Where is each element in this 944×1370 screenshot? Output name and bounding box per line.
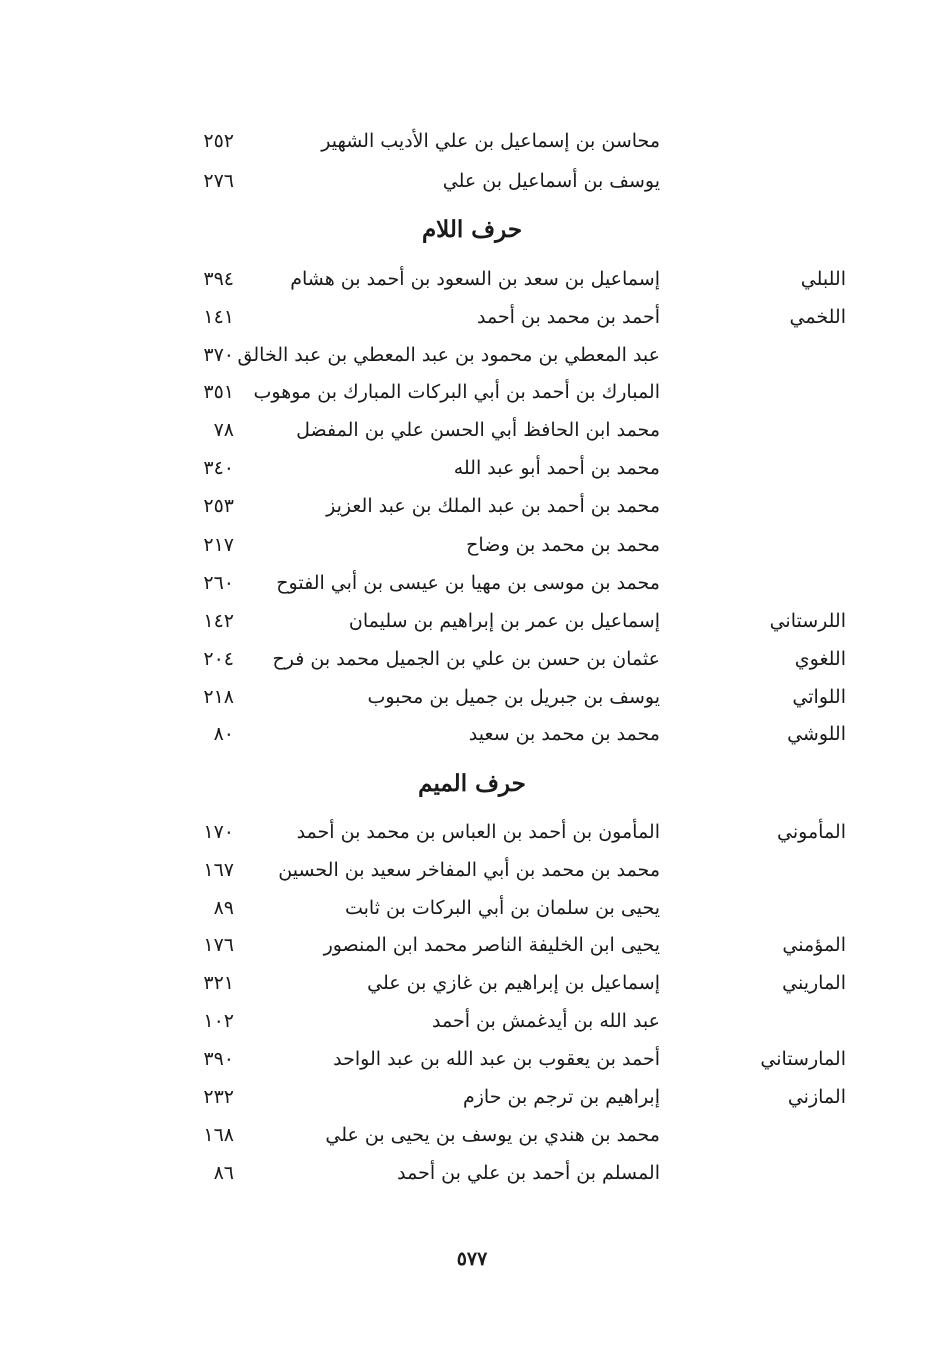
person-name: يوسف بن جبريل بن جميل بن محبوب — [367, 686, 660, 708]
person-name: يحيى ابن الخليفة الناصر محمد ابن المنصور — [323, 934, 660, 956]
person-name: محمد بن محمد بن سعيد — [468, 723, 660, 745]
index-entry — [0, 1041, 944, 1077]
index-entry — [0, 261, 944, 297]
person-name: أحمد بن يعقوب بن عبد الله بن عبد الواحد — [333, 1048, 660, 1070]
person-name: محمد بن محمد بن وضاح — [466, 534, 660, 556]
person-name: المأمون بن أحمد بن العباس بن محمد بن أحمد — [296, 821, 660, 843]
page-reference: ٢٠٤ — [203, 648, 234, 670]
page-reference: ٨٠ — [213, 723, 234, 745]
nisba-label: اللغوي — [794, 648, 846, 670]
index-entry — [0, 299, 944, 335]
person-name: محمد بن موسى بن مهيا بن عيسى بن أبي الفتوح — [276, 572, 660, 594]
index-entry — [0, 374, 944, 410]
page-reference: ١٠٢ — [203, 1010, 234, 1032]
person-name: المبارك بن أحمد بن أبي البركات المبارك بن موهوب — [253, 381, 660, 403]
nisba-label: اللوشي — [787, 723, 846, 745]
page-reference: ٣٤٠ — [203, 457, 234, 479]
nisba-label: المازني — [787, 1086, 846, 1108]
person-name: عبد الله بن أيدغمش بن أحمد — [432, 1010, 660, 1032]
page-reference: ٨٦ — [213, 1162, 234, 1184]
index-entry — [0, 1079, 944, 1115]
index-entry — [0, 890, 944, 926]
page-reference: ٢١٧ — [203, 534, 234, 556]
index-entry — [0, 852, 944, 888]
index-entry — [0, 337, 944, 373]
nisba-label: اللواتي — [792, 686, 846, 708]
page-reference: ٢٦٠ — [203, 572, 234, 594]
person-name: يوسف بن أسماعيل بن علي — [442, 170, 660, 192]
nisba-label: اللبلي — [800, 268, 846, 290]
page-reference: ١٧٦ — [203, 934, 234, 956]
person-name: محاسن بن إسماعيل بن علي الأديب الشهير — [321, 130, 660, 152]
person-name: محمد بن أحمد أبو عبد الله — [453, 457, 660, 479]
section-heading-lam: حرف اللام — [421, 216, 523, 243]
page-reference: ٨٩ — [213, 897, 234, 919]
index-entry — [0, 450, 944, 486]
page-reference: ٣٢١ — [203, 972, 234, 994]
nisba-label: المأموني — [777, 821, 846, 843]
index-entry — [0, 927, 944, 963]
page-reference: ٧٨ — [213, 419, 234, 441]
nisba-label: الماريني — [782, 972, 846, 994]
index-entry — [0, 163, 944, 199]
page-reference: ٢٣٢ — [203, 1086, 234, 1108]
person-name: محمد بن هندي بن يوسف بن يحيى بن علي — [325, 1124, 660, 1146]
index-entry — [0, 814, 944, 850]
index-entry — [0, 1155, 944, 1191]
page-reference: ٣٥١ — [203, 381, 234, 403]
person-name: محمد بن أحمد بن عبد الملك بن عبد العزيز — [326, 495, 660, 517]
index-entry — [0, 679, 944, 715]
page-reference: ٢٥٣ — [203, 495, 234, 517]
person-name: المسلم بن أحمد بن علي بن أحمد — [397, 1162, 660, 1184]
page-reference: ٣٩٠ — [203, 1048, 234, 1070]
person-name: أحمد بن محمد بن أحمد — [476, 306, 660, 328]
page-reference: ١٤٢ — [203, 610, 234, 632]
index-entry — [0, 565, 944, 601]
index-entry — [0, 488, 944, 524]
person-name: يحيى بن سلمان بن أبي البركات بن ثابت — [344, 897, 660, 919]
person-name: عبد المعطي بن محمود بن عبد المعطي بن عبد الخالق — [237, 344, 660, 366]
person-name: عثمان بن حسن بن علي بن الجميل محمد بن فرح — [272, 648, 660, 670]
nisba-label: اللخمي — [789, 306, 846, 328]
person-name: إبراهيم بن ترجم بن حازم — [462, 1086, 660, 1108]
page-reference: ١٧٠ — [203, 821, 234, 843]
page-reference: ٢١٨ — [203, 686, 234, 708]
person-name: محمد ابن الحافظ أبي الحسن علي بن المفضل — [296, 419, 660, 441]
index-entry — [0, 965, 944, 1001]
page-reference: ٣٩٤ — [203, 268, 234, 290]
index-entry — [0, 716, 944, 752]
index-entry — [0, 1003, 944, 1039]
page-reference: ١٦٧ — [203, 859, 234, 881]
person-name: إسماعيل بن سعد بن السعود بن أحمد بن هشام — [290, 268, 660, 290]
index-entry — [0, 603, 944, 639]
section-heading-mim: حرف الميم — [418, 770, 526, 797]
page-reference: ١٦٨ — [203, 1124, 234, 1146]
index-entry — [0, 641, 944, 677]
index-entry — [0, 527, 944, 563]
page-reference: ٢٥٢ — [203, 130, 234, 152]
page-reference: ٢٧٦ — [203, 170, 234, 192]
page-reference: ٣٧٠ — [203, 344, 234, 366]
index-entry — [0, 412, 944, 448]
person-name: محمد بن محمد بن أبي المفاخر سعيد بن الحسين — [278, 859, 660, 881]
nisba-label: المؤمني — [782, 934, 846, 956]
nisba-label: اللرستاني — [769, 610, 846, 632]
person-name: إسماعيل بن إبراهيم بن غازي بن علي — [367, 972, 660, 994]
page-number: ٥٧٧ — [456, 1248, 488, 1270]
nisba-label: المارستاني — [760, 1048, 846, 1070]
person-name: إسماعيل بن عمر بن إبراهيم بن سليمان — [348, 610, 660, 632]
page-reference: ١٤١ — [203, 306, 234, 328]
index-entry — [0, 1117, 944, 1153]
index-entry — [0, 123, 944, 159]
